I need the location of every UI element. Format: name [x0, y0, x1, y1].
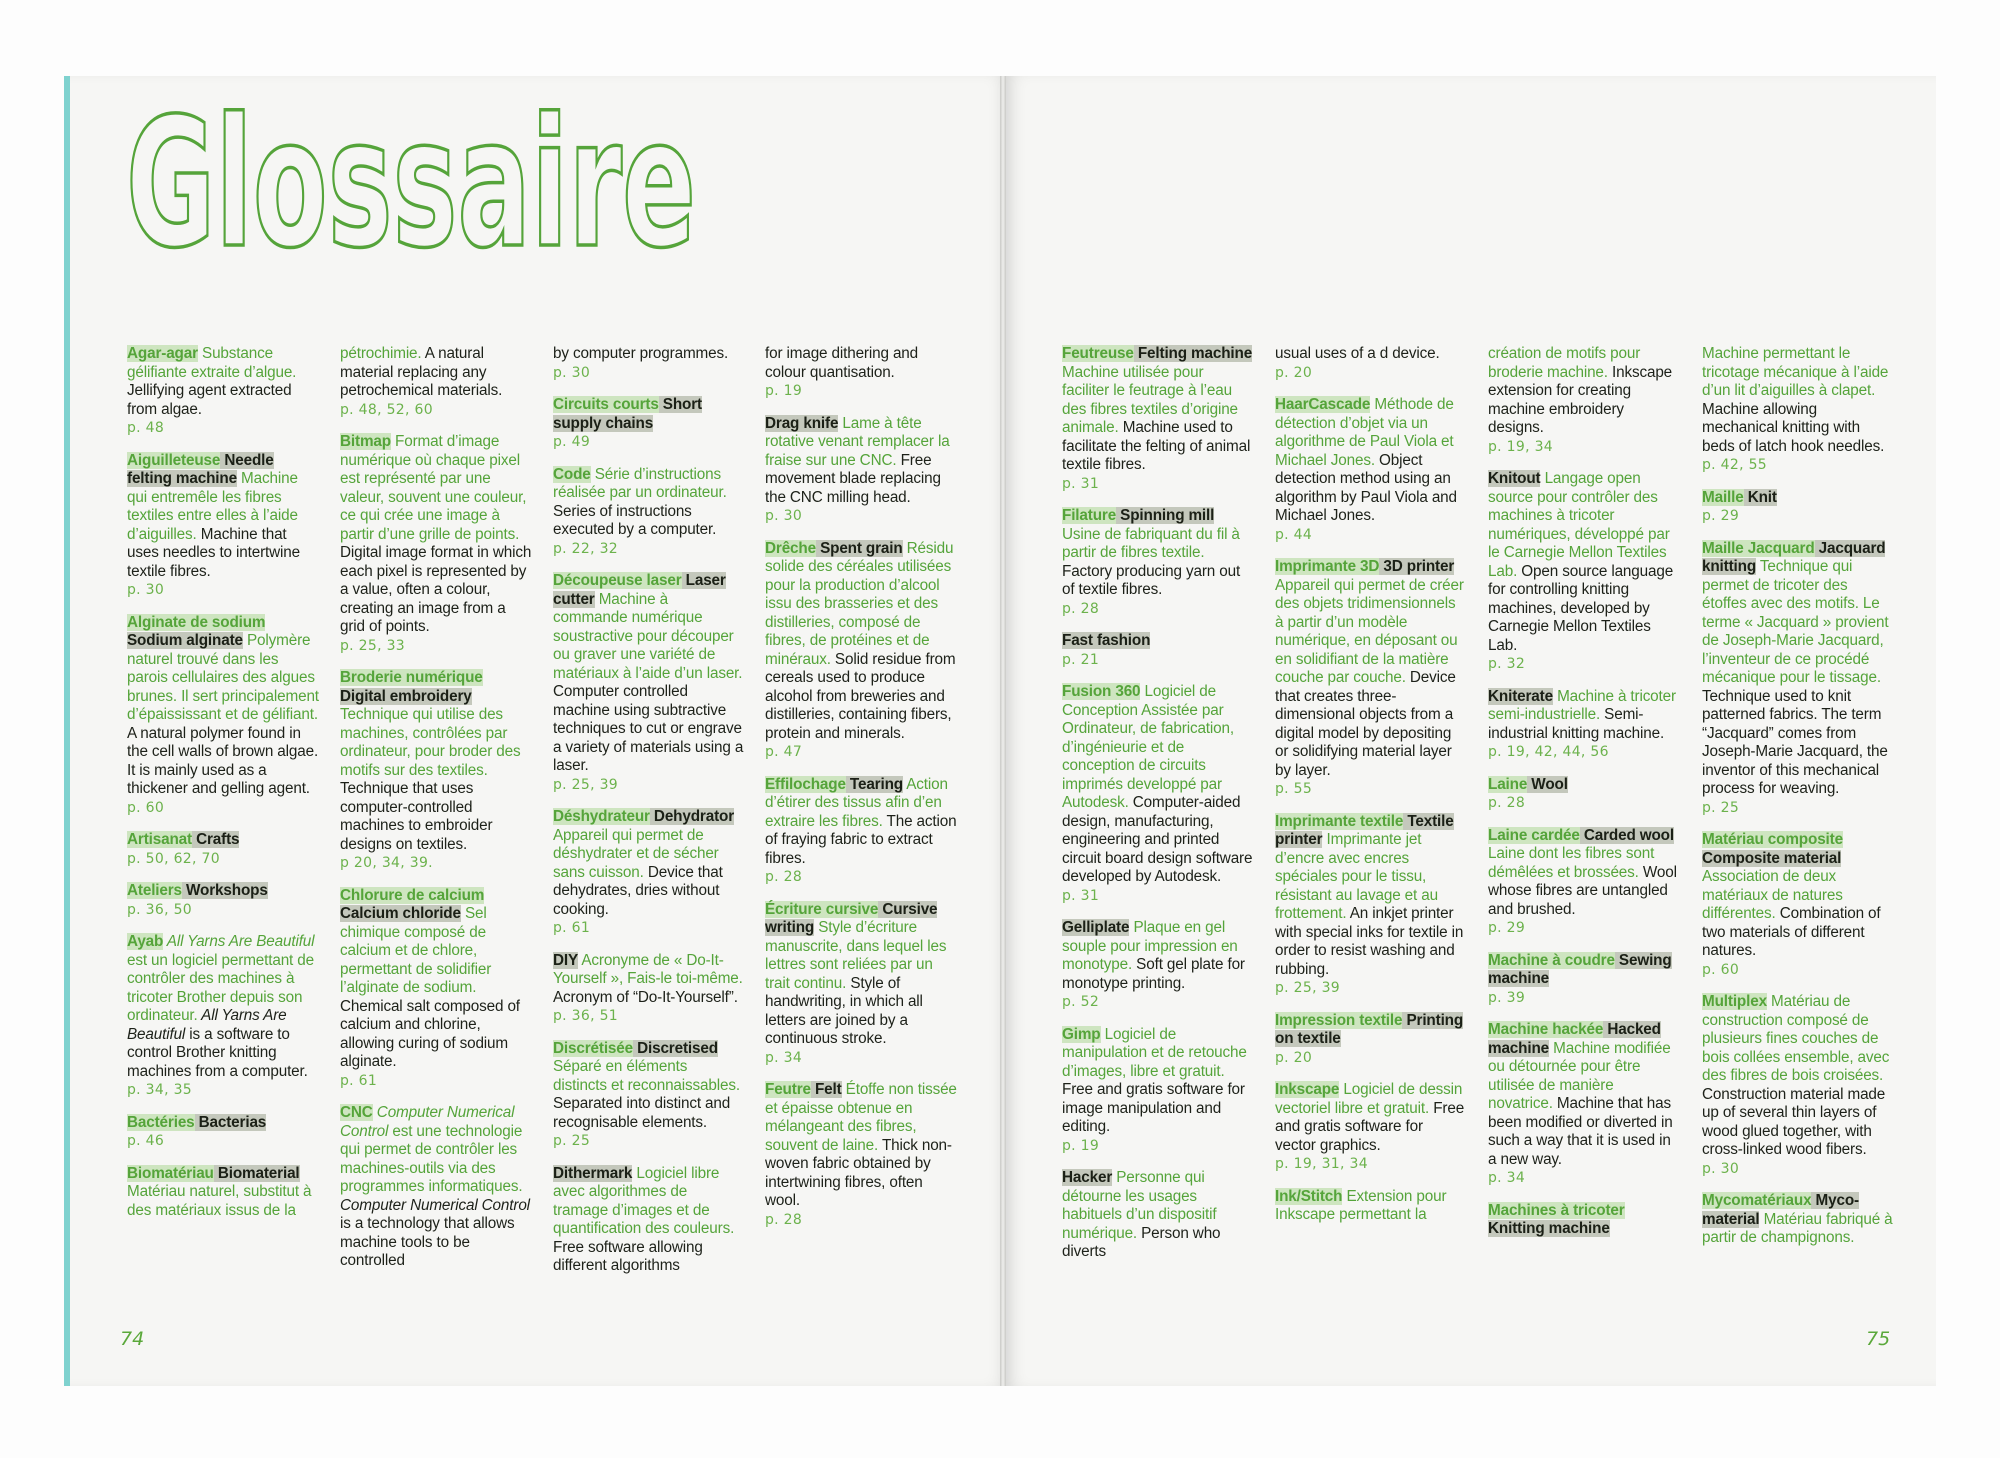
term-en: Felt	[810, 1081, 842, 1098]
glossary-column-1	[127, 345, 319, 1285]
page-reference: p. 39	[1488, 989, 1526, 1006]
glossary-entry	[1488, 1021, 1680, 1188]
definition-fr-italic: Computer Numerical Control	[340, 1104, 515, 1140]
term-en: Hacked machine	[1488, 1021, 1661, 1057]
definition-en: Solid residue from cereals used to produce alcohol from breweries and distilleries, containing fibers, protein and minerals.	[765, 650, 956, 742]
glossary-entry	[1062, 345, 1254, 493]
glossary-entry	[1062, 632, 1254, 669]
definition-en: Open source language for controlling knitting machines, developed by Carnegie Mellon Textiles Lab.	[1488, 562, 1674, 654]
definition-en: Factory producing yarn out of textile fibres.	[1062, 562, 1241, 598]
glossary-column-4	[765, 345, 957, 1285]
term-en: Workshops	[181, 882, 268, 899]
glossary-entry	[127, 1114, 319, 1151]
glossary-entry	[1488, 345, 1680, 456]
definition-en: An inkjet printer with special inks for textile in order to resist washing and rubbing.	[1275, 905, 1464, 978]
title-text: Glossaire	[126, 80, 696, 287]
term-en: Spent grain	[815, 539, 903, 557]
term-fr: Machines à tricoter	[1488, 1201, 1625, 1219]
definition-fr: Machine à tricoter semi-industrielle.	[1488, 687, 1676, 723]
page-reference: p. 61	[553, 920, 591, 936]
term-en: Short supply chains	[553, 396, 702, 432]
term-en: Gelliplate	[1062, 919, 1130, 936]
definition-en-italic: Computer Numerical Control	[340, 1196, 530, 1214]
page-reference: p. 19	[1062, 1137, 1100, 1154]
glossary-entry	[1275, 345, 1467, 382]
definition-en: Free software allowing different algorithms	[553, 1238, 703, 1274]
term-en: Spinning mill	[1116, 507, 1215, 524]
page-reference: p. 22, 32	[553, 540, 619, 557]
definition-fr: Sel chimique composé de calcium et de chlore, permettant de solidifier l’alginate de sodium.	[340, 905, 492, 996]
glossary-column-2	[340, 345, 532, 1285]
definition-fr: Substance gélifiante extraite d’algue.	[127, 345, 297, 381]
definition-en: Digital image format in which each pixel is represented by a value, often a colour, creating an image from a grid of points.	[340, 544, 532, 635]
definition-fr-italic: All Yarns Are Beautiful	[163, 933, 315, 950]
term-fr: Mycomatériaux	[1702, 1192, 1812, 1209]
page-reference: p. 44	[1275, 526, 1313, 543]
definition-fr: Appareil qui permet de déshydrater et de sécher sans cuisson.	[553, 826, 719, 881]
page-reference: p. 28	[765, 869, 803, 885]
definition-en: Semi-industrial knitting machine.	[1488, 706, 1665, 742]
definition-en: Technique used to knit patterned fabrics. The term “Jacquard” comes from Joseph-Marie Jacquard, the inventor of this mechanical process for weaving.	[1702, 687, 1888, 797]
definition-fr: Logiciel libre avec algorithmes de tramage d’images et de quantification des couleurs.	[553, 1164, 735, 1237]
page-reference: p. 30	[765, 508, 803, 524]
definition-fr: Laine dont les fibres sont démêlées et brossées.	[1488, 845, 1655, 881]
definition-fr: Résidu solide des céréales utilisées pour la production d’alcool issu des brasseries et des distilleries, composé de fibres, de protéines et de minéraux.	[765, 539, 954, 668]
term-fr: Ink/Stitch	[1275, 1187, 1343, 1205]
term-fr: Machine à coudre	[1488, 951, 1615, 969]
definition-en: Free and gratis software for image manipulation and editing.	[1062, 1081, 1245, 1135]
definition-en: A natural material replacing any petrochemical materials.	[340, 345, 503, 399]
term-fr: Code	[553, 465, 591, 483]
glossary-entry	[1702, 1192, 1894, 1248]
term-en: Discretised	[633, 1039, 718, 1057]
term-fr: Maille	[1702, 488, 1744, 506]
term-fr: Biomatériau	[127, 1164, 214, 1182]
definition-fr: Machine qui entremêle les fibres textiles entre elles à l’aide d’aiguilles.	[127, 470, 298, 543]
glossary-entry	[553, 396, 745, 452]
definition-en: Computer-aided design, manufacturing, engineering and printed circuit board design software developed by Autodesk.	[1062, 794, 1253, 885]
glossary-entry	[765, 901, 957, 1068]
definition-fr: Action d’étirer des tissus afin d’en extraire les fibres.	[765, 775, 948, 830]
definition-fr: Matériau de construction composé de plusieurs fines couches de bois collées ensemble, avec des fibres de bois croisées.	[1702, 993, 1890, 1084]
definition-en: is a software to control Brother knitting machines from a computer.	[127, 1025, 308, 1080]
definition-en: Acronym of “Do-It-Yourself”.	[553, 988, 738, 1006]
glossary-entry	[1062, 683, 1254, 905]
glossary-entry	[1062, 919, 1254, 1012]
page-reference: p. 25, 39	[1275, 980, 1341, 996]
glossary-entry	[127, 831, 319, 868]
glossary-entry	[553, 572, 745, 794]
term-fr: Circuits courts	[553, 396, 659, 413]
glossary-column-7	[1488, 345, 1680, 1285]
term-en: Laser cutter	[553, 572, 726, 608]
term-fr: Ayab	[127, 933, 164, 950]
glossary-entry	[1488, 688, 1680, 762]
term-en: Myco-material	[1702, 1192, 1859, 1228]
term-fr: Gimp	[1062, 1025, 1101, 1043]
glossary-entry	[553, 952, 745, 1026]
definition-en: Device that dehydrates, dries without cooking.	[553, 863, 723, 918]
definition-fr: Extension pour Inkscape permettant la	[1275, 1187, 1447, 1223]
definition-en: for image dithering and colour quantisation.	[765, 345, 919, 381]
page-reference: p. 34	[1488, 1170, 1526, 1186]
term-en: Sewing machine	[1488, 951, 1672, 987]
term-fr: Agar-agar	[127, 345, 198, 362]
definition-en: Machine used to facilitate the felting of animal textile fibres.	[1062, 419, 1251, 473]
glossary-entry	[553, 1165, 745, 1276]
definition-en: Jellifying agent extracted from algae.	[127, 382, 292, 418]
term-en: Dehydrator	[649, 808, 735, 825]
definition-en: Style of handwriting, in which all letters are joined by a continuous stroke.	[765, 974, 923, 1047]
definition-fr: Imprimante jet d’encre avec encres spéciales pour le tissu, résistant au lavage et au frottement.	[1275, 831, 1438, 922]
definition-en: Machine allowing mechanical knitting with beds of latch hook needles.	[1702, 400, 1885, 455]
page-reference: p. 36, 50	[127, 901, 193, 918]
term-fr: Aiguilleteuse	[127, 451, 221, 469]
term-fr: Bitmap	[340, 433, 391, 450]
term-fr: Alginate de sodium	[127, 613, 266, 631]
glossary-entry	[127, 882, 319, 919]
page-reference: p. 31	[1062, 887, 1100, 904]
definition-en: Machine that has been modified or diverted in such a way that it is used in a new way.	[1488, 1095, 1673, 1168]
definition-en: Device that creates three-dimensional objects from a digital model by depositing or solidifying material layer by layer.	[1275, 669, 1456, 779]
definition-fr: Technique qui permet de tricoter des étoffes avec des motifs. Le terme « Jacquard » provient de Joseph-Marie Jacquard, l’inventeur de ce procédé mécanique pour le tissage.	[1702, 558, 1889, 686]
glossary-entry	[765, 415, 957, 526]
definition-fr: pétrochimie.	[340, 345, 422, 362]
definition-en: Technique that uses computer-controlled machines to embroider designs on textiles.	[340, 780, 493, 853]
definition-en-italic: All Yarns Are Beautiful	[127, 1007, 287, 1043]
page-reference: p. 60	[127, 799, 165, 816]
term-fr: Découpeuse laser	[553, 572, 682, 589]
definition-fr: Format d’image numérique où chaque pixel est représenté par une valeur, souvent une couleur, ce qui crée une image à partir d’une grille de points.	[340, 433, 527, 543]
term-fr: Déshydrateur	[553, 808, 650, 825]
definition-en: usual uses of a d device.	[1275, 345, 1440, 362]
book-spine	[1000, 76, 1006, 1386]
definition-fr: Acronyme de « Do-It-Yourself », Fais-le toi-même.	[553, 951, 743, 987]
definition-fr: Matériau fabriqué à partir de champignons.	[1702, 1210, 1893, 1246]
definition-fr: Usine de fabriquant du fil à partir de fibres textile.	[1062, 525, 1240, 561]
term-en: Digital embroidery	[340, 687, 472, 705]
definition-fr: est une technologie qui permet de contrôler les machines-outils via des programmes informatiques.	[340, 1122, 523, 1195]
glossary-entry	[127, 345, 319, 438]
page-reference: p. 60	[1702, 961, 1740, 978]
page-reference: p. 34	[765, 1049, 803, 1066]
definition-en: Soft gel plate for monotype printing.	[1062, 956, 1245, 992]
term-fr: Imprimante textile	[1275, 812, 1404, 830]
page-reference: p. 25, 33	[340, 637, 406, 654]
page-reference: p 20, 34, 39.	[340, 855, 433, 871]
term-fr: Bactéries	[127, 1113, 195, 1131]
page-number-right: 75	[1866, 1328, 1891, 1350]
definition-en: Chemical salt composed of calcium and chlorine, allowing curing of sodium alginate.	[340, 997, 520, 1070]
term-en: Tearing	[845, 775, 903, 793]
glossary-entry	[1702, 489, 1894, 526]
page-reference: p. 48	[127, 420, 165, 436]
term-en: Cursive writing	[765, 900, 938, 936]
definition-fr: Machine utilisée pour faciliter le feutrage à l’eau des fibres textiles d’origine animale.	[1062, 363, 1238, 436]
term-fr: Effilochage	[765, 775, 846, 793]
term-fr: Impression textile	[1275, 1011, 1403, 1029]
term-en: Fast fashion	[1062, 632, 1151, 649]
page-reference: p. 47	[765, 744, 803, 760]
definition-en: Object detection method using an algorithm by Paul Viola and Michael Jones.	[1275, 451, 1457, 524]
term-fr: Ateliers	[127, 882, 182, 899]
page-reference: p. 30	[1702, 1160, 1740, 1177]
term-en: Needle felting machine	[127, 451, 274, 487]
glossary-entry	[1275, 1081, 1467, 1174]
page-reference: p. 42, 55	[1702, 457, 1768, 473]
glossary-column-8	[1702, 345, 1894, 1285]
glossary-entry	[127, 614, 319, 818]
term-fr: Fusion 360	[1062, 683, 1141, 700]
term-fr: Matériau composite	[1702, 831, 1843, 848]
term-en: Bacterias	[194, 1113, 267, 1131]
definition-fr: Séparé en éléments distincts et reconnaissables.	[553, 1058, 740, 1094]
page-reference: p. 25	[553, 1133, 591, 1149]
definition-fr: Logiciel de Conception Assistée par Ordinateur, de fabrication, d’ingénieurie et de conception de circuits imprimés developpé par Autodesk.	[1062, 683, 1234, 811]
term-en: Dithermark	[553, 1164, 633, 1182]
term-fr: HaarCascade	[1275, 396, 1371, 413]
glossary-entry	[765, 345, 957, 401]
glossary-entry	[1488, 776, 1680, 813]
glossary-entry	[340, 669, 532, 873]
definition-en: Thick non-woven fabric obtained by intertwining fibres, often wool.	[765, 1136, 952, 1209]
term-en: Wool	[1527, 775, 1568, 793]
term-fr: Inkscape	[1275, 1081, 1340, 1098]
term-fr: Feutre	[765, 1081, 811, 1098]
definition-en: The action of fraying fabric to extract fibres.	[765, 812, 957, 867]
page-reference: p. 29	[1488, 920, 1526, 936]
term-fr: Maille Jacquard	[1702, 539, 1815, 557]
definition-fr: Méthode de détection d’objet via un algorithme de Paul Viola et Michael Jones.	[1275, 396, 1454, 469]
definition-en: is a technology that allows machine tools to be controlled	[340, 1215, 515, 1269]
definition-fr: Lame à tête rotative venant remplacer la fraise sur une CNC.	[765, 414, 950, 469]
definition-fr: Polymère naturel trouvé dans les parois cellulaires des algues brunes. Il sert principalement d’épaississant et de gélifiant.	[127, 632, 319, 723]
term-en: Sodium alginate	[127, 632, 243, 649]
definition-en: Free movement blade replacing the CNC milling head.	[765, 451, 941, 506]
glossary-entry	[765, 1081, 957, 1229]
page-reference: p. 32	[1488, 656, 1526, 672]
definition-en: Person who diverts	[1062, 1224, 1221, 1260]
page-reference: p. 30	[553, 364, 591, 381]
definition-en: Computer controlled machine using subtractive techniques to cut or engrave a variety of materials using a laser.	[553, 683, 744, 774]
glossary-entry	[127, 933, 319, 1100]
page-reference: p. 29	[1702, 508, 1740, 524]
term-en: Drag knife	[765, 414, 839, 432]
page-reference: p. 31	[1062, 475, 1100, 492]
glossary-entry	[765, 540, 957, 762]
glossary-entry	[1275, 1012, 1467, 1068]
definition-fr: Appareil qui permet de créer des objets tridimensionnels à partir d’un modèle numérique, en déposant ou en solidifiant de la matière couche par couche.	[1275, 576, 1464, 686]
term-fr: Machine hackée	[1488, 1021, 1604, 1038]
term-fr: Chlorure de calcium	[340, 886, 485, 904]
term-fr: Laine cardée	[1488, 826, 1580, 844]
term-fr: Broderie numérique	[340, 669, 483, 686]
glossary-entry	[127, 452, 319, 600]
page-reference: p. 50, 62, 70	[127, 850, 220, 867]
glossary-entry	[765, 776, 957, 887]
term-en: Printing on textile	[1275, 1011, 1464, 1047]
definition-en: Inkscape extension for creating machine embroidery designs.	[1488, 363, 1673, 436]
page-reference: p. 34, 35	[127, 1082, 193, 1098]
definition-en: Separated into distinct and recognisable elements.	[553, 1095, 731, 1131]
term-fr: Discrétisée	[553, 1039, 633, 1057]
page-reference: p. 36, 51	[553, 1008, 619, 1024]
page-reference: p. 30	[127, 582, 165, 598]
term-fr: Filature	[1062, 507, 1117, 524]
definition-fr: Machine permettant le tricotage mécanique à l’aide d’un lit d’aiguilles à clapet.	[1702, 345, 1889, 399]
term-fr: Multiplex	[1702, 993, 1767, 1010]
glossary-entry	[340, 887, 532, 1091]
definition-fr: création de motifs pour broderie machine.	[1488, 345, 1641, 381]
definition-fr: Machine modifiée ou détournée pour être utilisée de manière novatrice.	[1488, 1039, 1671, 1112]
page-reference: p. 52	[1062, 994, 1100, 1010]
page-reference: p. 49	[553, 434, 591, 450]
page-reference: p. 28	[1062, 600, 1100, 617]
glossary-entry	[1488, 1202, 1680, 1239]
page-reference: p. 25, 39	[553, 776, 619, 793]
definition-fr: Logiciel de dessin vectoriel libre et gratuit.	[1275, 1081, 1463, 1117]
glossary-entry	[553, 1040, 745, 1151]
glossary-entry	[1275, 558, 1467, 799]
definition-fr: Langage open source pour contrôler des machines à tricoter numériques, développé par le Carnegie Mellon Textiles Lab.	[1488, 470, 1670, 580]
page-reference: p. 28	[1488, 795, 1526, 811]
page-reference: p. 46	[127, 1133, 165, 1149]
glossary-entry	[340, 1104, 532, 1271]
glossary-entry	[1702, 831, 1894, 979]
page-reference: p. 20	[1275, 364, 1313, 381]
definition-fr: Étoffe non tissée et épaisse obtenue en mélangeant des fibres, souvent de laine.	[765, 1081, 957, 1154]
page-reference: p. 21	[1062, 651, 1100, 668]
definition-en: Machine that uses needles to intertwine textile fibres.	[127, 525, 300, 580]
definition-fr: Série d’instructions réalisée par un ordinateur.	[553, 465, 727, 501]
definition-fr: Association de deux matériaux de natures différentes.	[1702, 868, 1843, 922]
term-en: Felting machine	[1133, 345, 1253, 362]
glossary-column-6	[1275, 345, 1467, 1285]
term-fr: Drêche	[765, 539, 816, 557]
term-en: Composite material	[1702, 849, 1842, 867]
definition-en: by computer programmes.	[553, 345, 729, 362]
glossary-column-3	[553, 345, 745, 1285]
glossary-entry	[553, 345, 745, 382]
definition-fr: Logiciel de manipulation et de retouche d’images, libre et gratuit.	[1062, 1025, 1247, 1080]
page-title	[120, 80, 720, 287]
glossary-entry	[1702, 345, 1894, 475]
definition-fr: Style d’écriture manuscrite, dans lequel les lettres sont reliées par un trait continu.	[765, 919, 947, 992]
glossary-entry	[127, 1165, 319, 1221]
page-reference: p. 25	[1702, 799, 1740, 816]
glossary-entry	[1488, 827, 1680, 938]
glossary-entry	[553, 808, 745, 938]
page-reference: p. 19, 34	[1488, 438, 1554, 455]
definition-fr: Personne qui détourne les usages habituels d’un dispositif numérique.	[1062, 1169, 1217, 1242]
term-en: 3D printer	[1379, 558, 1455, 575]
definition-en: Wool whose fibres are untangled and brushed.	[1488, 863, 1677, 918]
glossary-column-5	[1062, 345, 1254, 1285]
glossary-entry	[340, 433, 532, 655]
glossary-entry	[1488, 952, 1680, 1008]
definition-en: Combination of two materials of different natures.	[1702, 905, 1881, 959]
glossary-entry	[1275, 396, 1467, 544]
term-en: DIY	[553, 951, 579, 969]
definition-fr: Technique qui utilise des machines, contrôlées par ordinateur, pour broder des motifs sur des textiles.	[340, 706, 521, 779]
definition-fr: Plaque en gel souple pour impression en monotype.	[1062, 919, 1238, 973]
definition-en: A natural polymer found in the cell walls of brown algae. It is mainly used as a thickener and gelling agent.	[127, 724, 319, 797]
page-reference: p. 20	[1275, 1049, 1313, 1066]
definition-en: Free and gratis software for vector graphics.	[1275, 1099, 1465, 1154]
definition-fr: Matériau naturel, substitut à des matériaux issus de la	[127, 1183, 312, 1219]
term-en: Jacquard knitting	[1702, 539, 1886, 575]
term-en: Carded wool	[1579, 826, 1674, 844]
term-en: Knitout	[1488, 470, 1541, 487]
term-en: Calcium chloride	[340, 905, 461, 922]
glossary-entry	[1062, 1026, 1254, 1156]
glossary-entry	[1702, 540, 1894, 818]
definition-fr: Machine à commande numérique soustractive pour découper ou graver une variété de matériaux à l’aide d’un laser.	[553, 590, 743, 682]
page-reference: p. 28	[765, 1211, 803, 1228]
definition-en: Construction material made up of several thin layers of wood glued together, with cross-linked wood fibers.	[1702, 1085, 1886, 1158]
glossary-entry	[553, 466, 745, 559]
definition-en: Series of instructions executed by a computer.	[553, 502, 717, 538]
term-fr: CNC	[340, 1104, 373, 1121]
term-fr: Imprimante 3D	[1275, 558, 1380, 575]
term-en: Crafts	[191, 831, 240, 848]
glossary-entry	[1702, 993, 1894, 1178]
definition-fr: est un logiciel permettant de contrôler des machines à tricoter Brother depuis son ordinateur.	[127, 951, 314, 1024]
term-en: Hacker	[1062, 1169, 1113, 1186]
term-en: Knitting machine	[1488, 1220, 1610, 1237]
term-en: Biomaterial	[213, 1164, 300, 1182]
glossary-entry	[1488, 470, 1680, 674]
page-reference: p. 61	[340, 1072, 378, 1089]
glossary-entry	[1062, 1169, 1254, 1262]
page-reference: p. 55	[1275, 781, 1313, 797]
term-en: Textile printer	[1275, 812, 1454, 848]
glossary-entry	[1275, 1188, 1467, 1225]
page-reference: p. 19, 42, 44, 56	[1488, 744, 1609, 760]
term-fr: Feutreuse	[1062, 345, 1134, 362]
term-fr: Écriture cursive	[765, 900, 879, 918]
glossary-entry	[340, 345, 532, 419]
glossary-entry	[1062, 507, 1254, 618]
term-en: Kniterate	[1488, 687, 1553, 705]
term-fr: Laine	[1488, 775, 1528, 793]
page-reference: p. 19	[765, 383, 803, 399]
page-number-left: 74	[120, 1328, 145, 1350]
term-en: Knit	[1743, 488, 1777, 506]
term-fr: Artisanat	[127, 831, 192, 848]
glossary-entry	[1275, 813, 1467, 998]
page-reference: p. 19, 31, 34	[1275, 1156, 1368, 1172]
page-reference: p. 48, 52, 60	[340, 401, 433, 418]
